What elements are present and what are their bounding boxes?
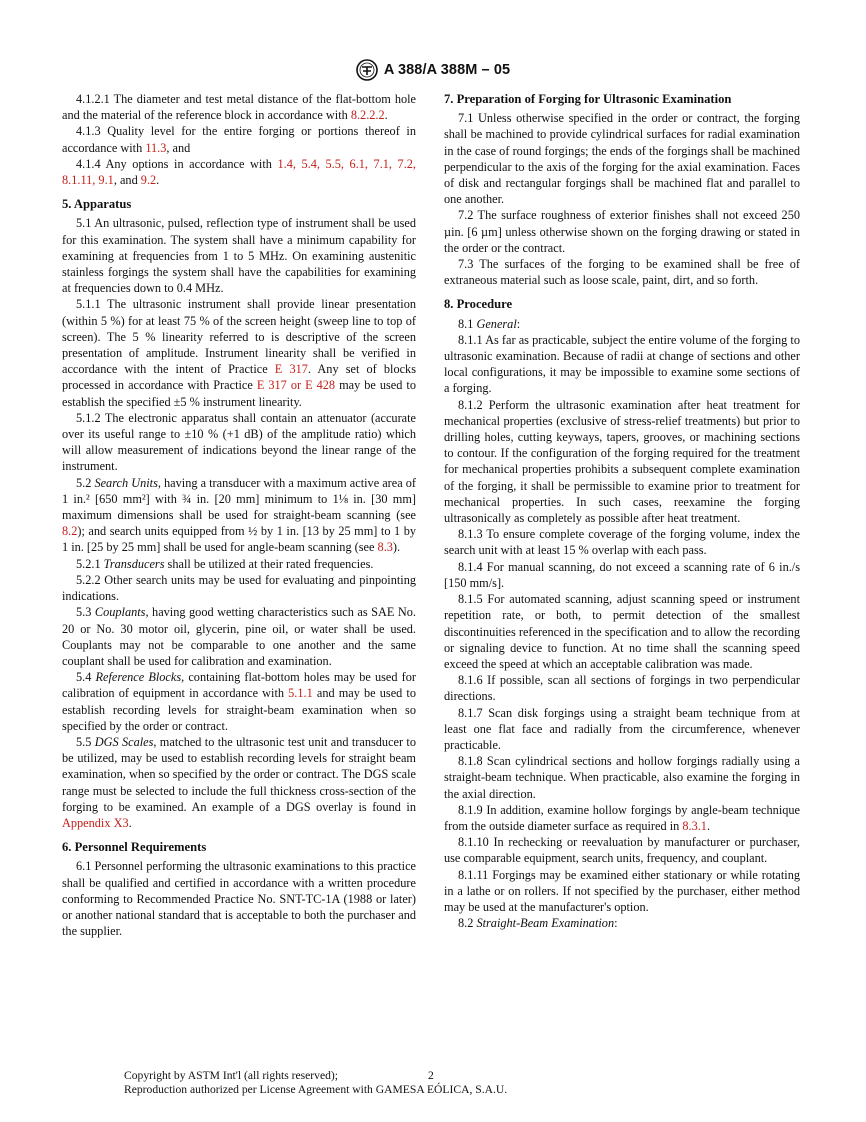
paragraph-5-1: 5.1 An ultrasonic, pulsed, reflection type of instrument shall be used for this examination. The system shall have a minimum capability for examining at frequencies from 1 to 5 MHz. On examining austenitic stainless forgings the system shall have the capabilities for examining at frequencies down to 0.4 MHz. <box>62 216 416 296</box>
section-heading-procedure: 8. Procedure <box>444 297 513 312</box>
paragraph-5-5: 5.5 DGS Scales, matched to the ultrasonic test unit and transducer to be utilized, may be used to establish recording levels for straight beam examination, when so specified by the order or contract. The DGS scale range must be selected to include the full thickness cross-section of the forging to be examined. An example of a DGS overlay is found in Appendix X3. <box>62 734 416 830</box>
paragraph-5-2-1: 5.2.1 Transducers shall be utilized at their rated frequencies. <box>76 556 374 571</box>
paragraph-5-4: 5.4 Reference Blocks, containing flat-bottom holes may be used for calibration of equipment in accordance with 5.1.1 and may be used to establish recording levels for straight-beam examination when so specified by the order or contract. <box>62 670 416 733</box>
ref-link[interactable]: 11.3 <box>145 140 167 155</box>
ref-link[interactable]: 8.2.2.2 <box>350 108 385 123</box>
paragraph-6-1: 6.1 Personnel performing the ultrasonic examinations to this practice shall be qualified and certified in accordance with a written procedure conforming to Recommended Practice No. SNT-TC-1A (1988 or later) or another national standard that is acceptable to both the purchaser and the supplier. <box>62 859 416 939</box>
paragraph-8-1-8: 8.1.8 Scan cylindrical sections and hollow forgings radially using a straight-beam technique. When practicable, also examine the forging in the axial direction. <box>444 754 800 801</box>
paragraph-7-3: 7.3 The surfaces of the forging to be examined shall be free of extraneous material such as loose scale, paint, dirt, and so forth. <box>444 257 800 288</box>
page-footer <box>124 1069 764 1097</box>
paragraph-5-1-2: 5.1.2 The electronic apparatus shall contain an attenuator (accurate over its useful range to ±10 % (+1 dB) of the amplitude ratio) which will allow measurement of indications beyond the linear range of the instrument. <box>62 410 416 474</box>
paragraph-8-2: 8.2 Straight-Beam Examination: <box>458 916 618 931</box>
page-number: 2 <box>428 1069 434 1082</box>
ref-link[interactable]: 8.3.1 <box>682 818 707 833</box>
paragraph-5-2-2: 5.2.2 Other search units may be used for evaluating and pinpointing indications. <box>62 572 416 604</box>
license-notice: Reproduction authorized per License Agreement with GAMESA EÓLICA, S.A.U. <box>124 1083 508 1096</box>
paragraph-8-1-9: 8.1.9 In addition, examine hollow forgings by angle-beam technique from the outside diameter surface as required in 8.3.1. <box>444 802 800 833</box>
paragraph-8-1-6: 8.1.6 If possible, scan all sections of forgings in two perpendicular directions. <box>444 673 800 704</box>
ref-link[interactable]: Appendix X3 <box>62 815 129 830</box>
paragraph-8-1-7: 8.1.7 Scan disk forgings using a straight beam technique from at least one flat face and radially from the circumference, whenever practicable. <box>444 705 800 752</box>
paragraph-8-1-3: 8.1.3 To ensure complete coverage of the forging volume, index the search unit with at least 15 % overlap with each pass. <box>444 527 800 558</box>
section-heading-apparatus: 5. Apparatus <box>62 197 132 212</box>
paragraph-8-1-10: 8.1.10 In rechecking or reevaluation by manufacturer or purchaser, use comparable equipment, search units, frequency, and couplant. <box>444 835 800 866</box>
ref-link[interactable]: 8.2 <box>62 524 78 539</box>
right-column <box>444 91 800 931</box>
ref-link[interactable]: E 317 or E 428 <box>256 378 336 393</box>
ref-link[interactable]: 8.3 <box>377 540 393 555</box>
page-header <box>0 58 866 82</box>
paragraph-4-1-4: 4.1.4 Any options in accordance with 1.4, 5.4, 5.5, 6.1, 7.1, 7.2, 8.1.11, 9.1, and 9.2. <box>62 156 417 188</box>
paragraph-4-1-3: 4.1.3 Quality level for the entire forging or portions thereof in accordance with 11.3, and <box>62 124 416 155</box>
paragraph-8-1-5: 8.1.5 For automated scanning, adjust scanning speed or instrument repetition rate, or both, to permit detection of the smallest discontinuities referenced in the specification and to allow the recording or signaling device to function. At no time shall the scanning speed exceed the speed at which an acceptable calibration was made. <box>444 592 800 671</box>
ref-link[interactable]: E 317 <box>274 362 308 377</box>
left-column <box>62 91 416 939</box>
paragraph-5-1-1: 5.1.1 The ultrasonic instrument shall provide linear presentation (within 5 %) for at least 75 % of the screen height (sweep line to top of screen). The 5 % linearity referred to is descriptive of the screen presentation of amplitude. Instrument linearity shall be verified in accordance with the intent of Practice E 317. Any set of blocks processed in accordance with Practice E 317 or E 428 may be used to establish the specified ±5 % instrument linearity. <box>62 297 416 409</box>
paragraph-8-1-11: 8.1.11 Forgings may be examined either stationary or while rotating in a lathe or on rollers. If not specified by the purchaser, either method may be used at the manufacturer's option. <box>444 867 800 914</box>
ref-link[interactable]: 9.2 <box>140 173 157 188</box>
paragraph-5-2: 5.2 Search Units, having a transducer with a maximum active area of 1 in.² [650 mm²] with ¾ in. [20 mm] minimum to 1⅛ in. [30 mm] maximum dimensions shall be used for straight-beam scanning (see 8.2); and search units equipped from ½ by 1 in. [13 by 25 mm] to 1 by 1 in. [25 by 25 mm] shall be used for angle-beam scanning (see 8.3). <box>62 475 417 555</box>
astm-logo-icon <box>356 59 378 81</box>
ref-link[interactable]: 5.1.1 <box>288 686 313 701</box>
paragraph-4-1-2-1: 4.1.2.1 The diameter and test metal distance of the flat-bottom hole and the material of the reference block in accordance with 8.2.2.2. <box>62 92 416 123</box>
paragraph-8-1: 8.1 General: <box>458 316 521 331</box>
standard-designation: A 388/A 388M – 05 <box>383 62 511 78</box>
section-heading-personnel: 6. Personnel Requirements <box>62 840 207 855</box>
paragraph-8-1-2: 8.1.2 Perform the ultrasonic examination after heat treatment for mechanical properties (exclusive of stress-relief treatments) but prior to drilling holes, cutting keyways, tapers, grooves, or machining sections to contour. If the configuration of the forging required for the treatment for mechanical properties prohibits a subsequent complete examination of the forging, it shall be permissible to examine prior to treatment for mechanical properties. In such cases, reexamine the forging ultrasonically as completely as possible after heat treatment. <box>444 397 800 526</box>
paragraph-5-3: 5.3 Couplants, having good wetting characteristics such as SAE No. 20 or No. 30 motor oil, glycerin, pine oil, or water shall be used. Couplants may not be comparable to one another and the same couplant shall be used for calibration and examination. <box>62 605 416 668</box>
paragraph-7-2: 7.2 The surface roughness of exterior finishes shall not exceed 250 µin. [6 µm] unless otherwise shown on the forging drawing or stated in the order or the contract. <box>444 208 800 255</box>
paragraph-7-1: 7.1 Unless otherwise specified in the order or contract, the forging shall be machined to provide cylindrical surfaces for radial examination in the case of round forgings; the ends of the forgings shall be machined perpendicular to the axis of the forging for the axial examination. Faces of disk and rectangular forgings shall be machined flat and parallel to one another. <box>444 111 800 207</box>
section-heading-preparation: 7. Preparation of Forging for Ultrasonic Examination <box>444 92 732 106</box>
ref-link[interactable]: 1.4, 5.4, 5.5, 6.1, 7.1, 7.2, 8.1.11, 9.1 <box>62 156 417 188</box>
paragraph-8-1-4: 8.1.4 For manual scanning, do not exceed a scanning rate of 6 in./s [150 mm/s]. <box>444 559 800 590</box>
copyright-notice: Copyright by ASTM Int'l (all rights reserved); <box>124 1069 338 1082</box>
paragraph-8-1-1: 8.1.1 As far as practicable, subject the entire volume of the forging to ultrasonic examination. Because of radii at change of sections and other local configurations, it may be impossible to examine some sections of a forging. <box>444 332 800 396</box>
